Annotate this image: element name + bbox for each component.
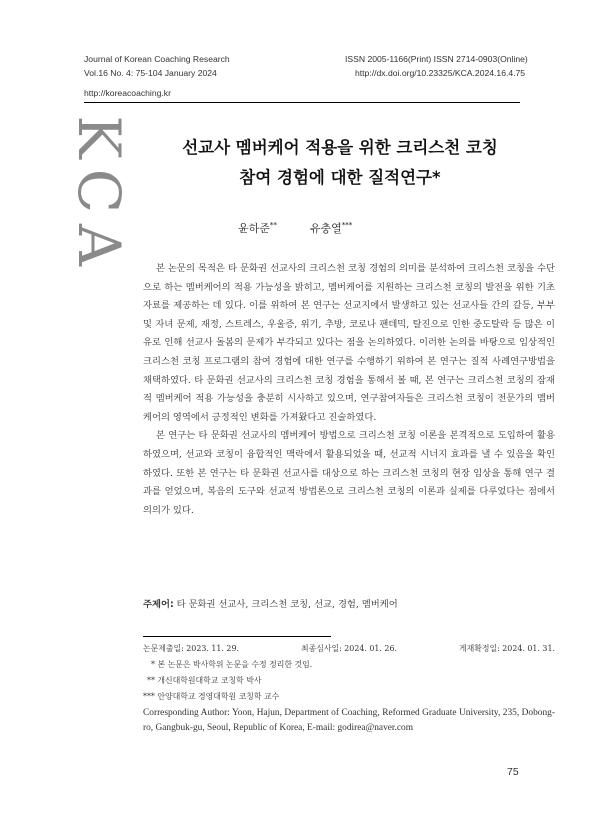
footnote-1: * 본 논문은 박사학위 논문을 수정 정리한 것임. [151, 660, 313, 669]
kca-logo-k: K [65, 115, 133, 159]
paper-title-line2: 참여 경험에 대한 질적연구* [239, 168, 441, 187]
paper-title-line1: 선교사 멤버케어 적용을 위한 크리스천 코칭 [182, 138, 498, 157]
accepted-date: 게재확정일: 2024. 01. 31. [459, 644, 555, 653]
corresponding-author: Corresponding Author: Yoon, Hajun, Department of Coaching, Reformed Graduate University, 235, Dobong-ro, Gangbuk-gu, Seoul, Republic of Korea, E-mail: godirea@naver.com [143, 708, 555, 734]
submission-dates [143, 641, 555, 656]
footnote-3: *** 안양대학교 경영대학원 코칭학 교수 [143, 692, 280, 701]
keywords [143, 596, 555, 614]
header-rule [84, 102, 520, 103]
volume-info: Vol.16 No. 4: 75-104 January 2024 [84, 68, 217, 78]
journal-url[interactable]: http://koreacoaching.kr [84, 88, 171, 98]
kca-logo [65, 110, 133, 272]
kca-logo-c: C [65, 168, 133, 214]
author-list [238, 220, 352, 236]
author-2: 유충열*** [309, 221, 353, 235]
footnote-rule [143, 636, 331, 637]
issn: ISSN 2005-1166(Print) ISSN 2714-0903(Online) [345, 54, 528, 64]
kca-logo-a: A [65, 224, 133, 266]
keywords-text: 타 문화권 선교사, 크리스천 코칭, 선교, 경험, 멤버케어 [176, 599, 398, 610]
abstract-paragraph-2: 본 연구는 타 문화권 선교사의 멤버케어 방법으로 크리스천 코칭 이론을 본격적으로 도입하여 활용하였으며, 선교와 코칭이 융합적인 맥락에서 활용되었을 때, 선교적 시너지 효과를 낼 수 있음을 확인하였다. 또한 본 연구는 타 문화권 선교사를 대상으로 하는 크리스천 코칭의 현장 임상을 통해 연구 결과를 얻었으며, 복음의 도구와 선교적 방법론으로 크리스천 코칭의 이론과 실제를 다루었다는 점에서 의의가 있다. [143, 430, 555, 516]
journal-name: Journal of Korean Coaching Research [84, 54, 230, 64]
page-number: 75 [507, 766, 519, 778]
keywords-label: 주제어: [143, 599, 174, 610]
abstract [143, 260, 555, 520]
abstract-paragraph-1: 본 논문의 목적은 타 문화권 선교사의 크리스천 코칭 경험의 의미를 분석하여 크리스천 코칭을 수단으로 하는 멤버케어의 적용 가능성을 밝히고, 멤버케어를 지원하는 크리스천 코칭의 발전을 위한 기초자료를 제공하는 데 있다. 이를 위하여 본 연구는 선교지에서 발생하고 있는 선교사들 간의 갈등, 부부 및 자녀 문제, 재정, 스트레스, 우울증, 위기, 추방, 코로나 팬데믹, 탈진으로 인한 중도탈락 등 많은 이유로 인해 선교사 돌봄의 문제가 부각되고 있다는 점을 논의하였다. 이러한 논의를 바탕으로 임상적인 크리스천 코칭 프로그램의 참여 경험에 대한 연구를 수행하기 위하여 본 연구는 질적 사례연구방법을 채택하였다. 타 문화권 선교사의 크리스천 코칭 경험을 통해서 볼 때, 본 연구는 크리스천 코칭의 잠재적 멤버케어 적용 가능성을 충분히 시사하고 있으며, 연구참여자들은 크리스천 코칭이 전문가의 멤버케어의 영역에서 긍정적인 변화를 가져왔다고 진술하였다. [143, 263, 555, 423]
reviewed-date: 최종심사일: 2024. 01. 26. [301, 644, 397, 653]
author-1: 윤하준** [238, 221, 277, 235]
doi-link[interactable]: http://dx.doi.org/10.23325/KCA.2024.16.4.75 [355, 68, 526, 78]
footnote-2: ** 개신대학원대학교 코칭학 박사 [147, 676, 262, 685]
received-date: 논문제출일: 2023. 11. 29. [143, 644, 239, 653]
